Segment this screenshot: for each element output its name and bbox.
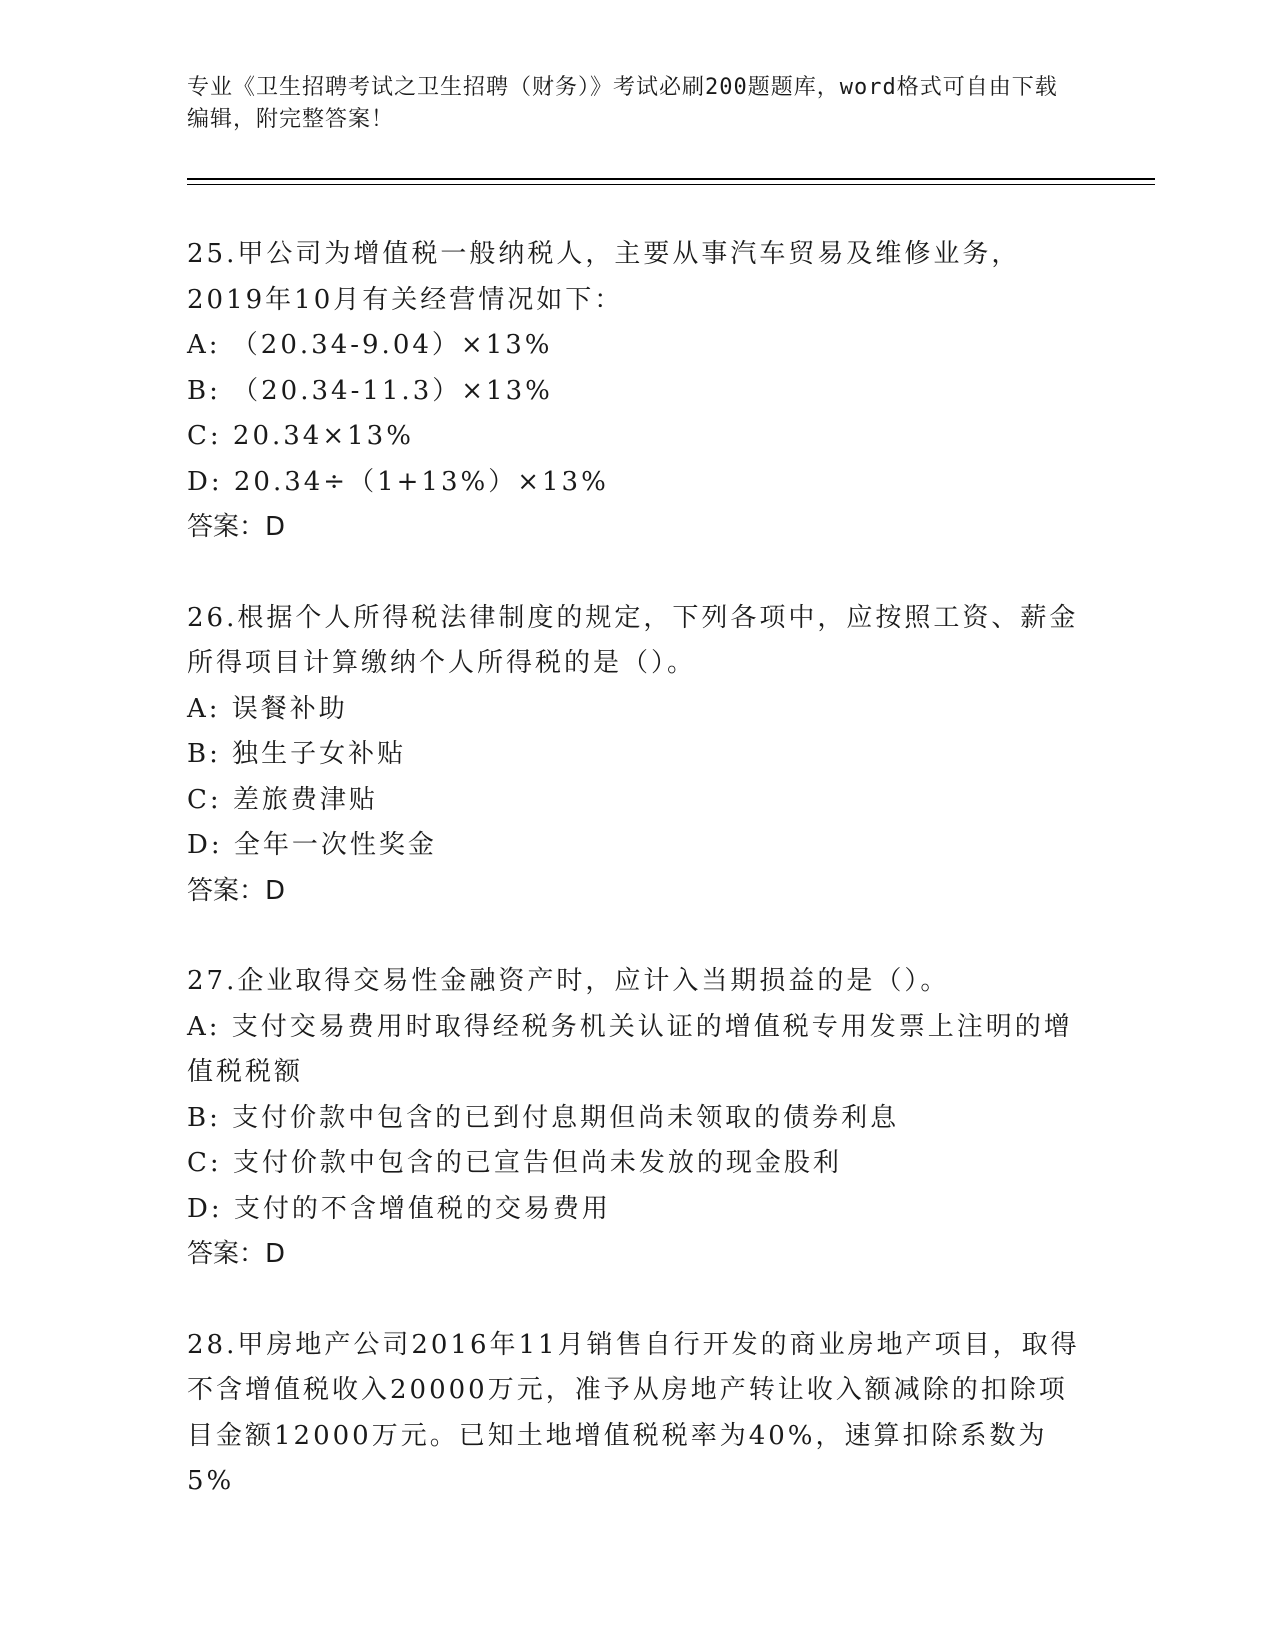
option-b: B: 支付价款中包含的已到付息期但尚未领取的债券利息 [187, 1102, 900, 1133]
question-stem: 26.根据个人所得税法律制度的规定，下列各项中，应按照工资、薪金所得项目计算缴纳个人所得税的是（）。 [187, 602, 1079, 678]
option-b: B: （20.34-11.3）×13% [187, 375, 553, 406]
header-divider-thin [187, 184, 1155, 185]
option-d: D: 全年一次性奖金 [187, 830, 437, 860]
answer-label: 答案：D [187, 875, 286, 906]
question-stem: 25.甲公司为增值税一般纳税人，主要从事汽车贸易及维修业务，2019年10月有关经营情况如下： [187, 239, 1021, 315]
question-list [187, 232, 1087, 1505]
answer-label: 答案：D [187, 1239, 286, 1269]
question-stem: 28.甲房地产公司2016年11月销售自行开发的商业房地产项目，取得不含增值税收入20000万元，准予从房地产转让收入额减除的扣除项目金额12000万元。已知土地增值税税率为40%，速算扣除系数为5% [187, 1329, 1080, 1496]
option-b: B: 独生子女补贴 [187, 739, 407, 769]
question-25 [187, 232, 1087, 551]
option-c: C: 支付价款中包含的已宣告但尚未发放的现金股利 [187, 1148, 842, 1178]
option-a: A: 支付交易费用时取得经税务机关认证的增值税专用发票上注明的增值税税额 [187, 1011, 1073, 1087]
question-27 [187, 959, 1087, 1278]
question-stem: 27.企业取得交易性金融资产时，应计入当期损益的是（）。 [187, 966, 950, 996]
option-c: C: 差旅费津贴 [187, 784, 378, 815]
option-d: D: 支付的不含增值税的交易费用 [187, 1193, 611, 1224]
question-spacer [187, 914, 1087, 959]
question-spacer [187, 1278, 1087, 1323]
option-a: A: （20.34-9.04）×13% [187, 330, 553, 360]
option-a: A: 误餐补助 [187, 693, 348, 724]
document-header: 专业《卫生招聘考试之卫生招聘（财务）》考试必刷200题题库，word格式可自由下载编辑，附完整答案！ [187, 75, 1058, 132]
answer-label: 答案：D [187, 512, 286, 542]
header-divider-thick [187, 178, 1155, 180]
question-28 [187, 1323, 1087, 1505]
option-d: D: 20.34÷（1+13%）×13% [187, 466, 609, 497]
option-c: C: 20.34×13% [187, 421, 414, 451]
question-26 [187, 596, 1087, 915]
question-spacer [187, 551, 1087, 596]
